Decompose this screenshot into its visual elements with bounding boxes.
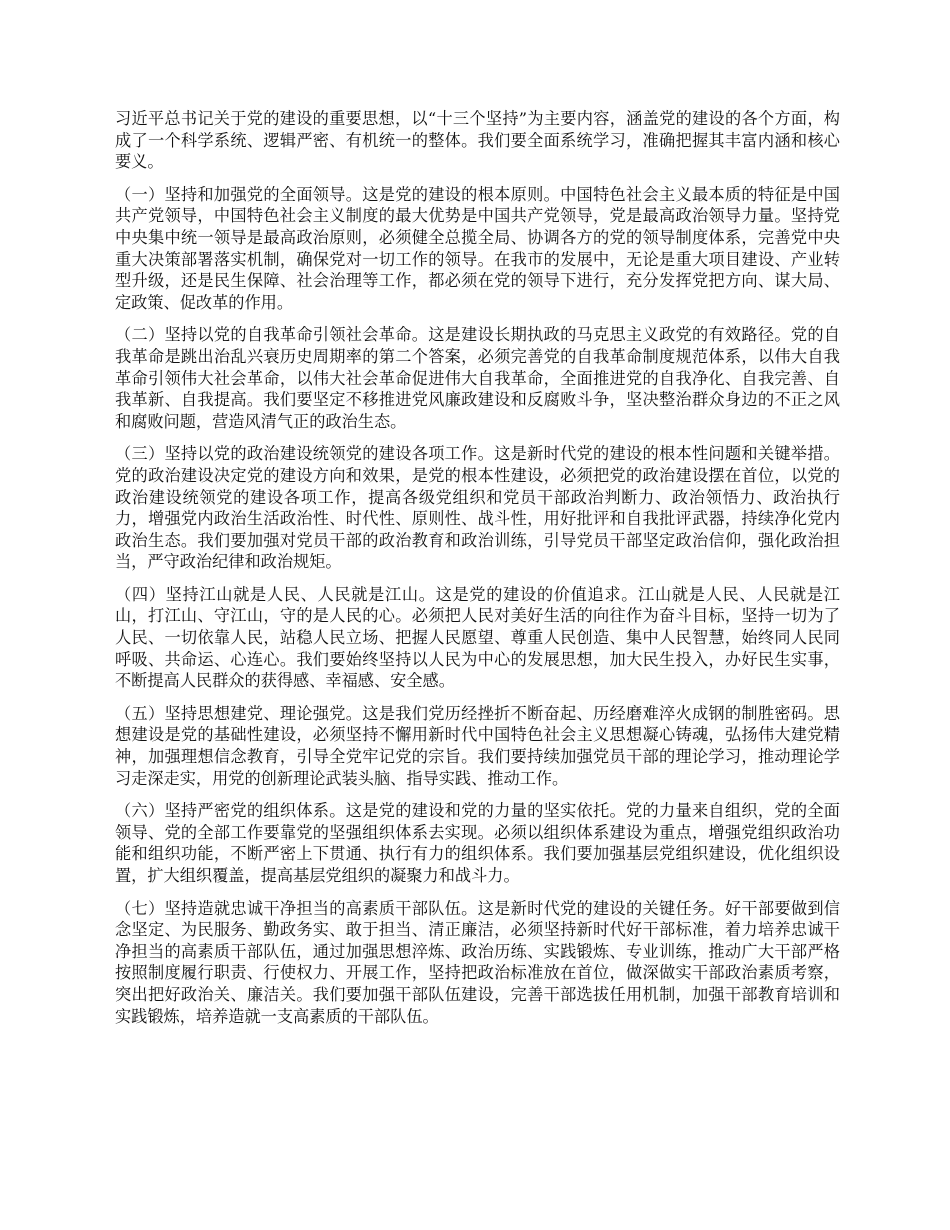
section-4-paragraph: （四）坚持江山就是人民、人民就是江山。这是党的建设的价值追求。江山就是人民、人民就是江山，打江山、守江山，守的是人民的心。必须把人民对美好生活的向往作为奋斗目标，坚持一切为了人民、一切依靠人民，站稳人民立场、把握人民愿望、尊重人民创造、集中人民智慧，始终同人民同呼吸、共命运、心连心。我们要始终坚持以人民为中心的发展思想，加大民生投入，办好民生实事，不断提高人民群众的获得感、幸福感、安全感。 (115, 584, 840, 691)
section-3-paragraph: （三）坚持以党的政治建设统领党的建设各项工作。这是新时代党的建设的根本性问题和关键举措。党的政治建设决定党的建设方向和效果，是党的根本性建设，必须把党的政治建设摆在首位，以党的政治建设统领党的建设各项工作，提高各级党组织和党员干部政治判断力、政治领悟力、政治执行力，增强党内政治生活政治性、时代性、原则性、战斗性，用好批评和自我批评武器，持续净化党内政治生态。我们要加强对党员干部的政治教育和政治训练，引导党员干部坚定政治信仰，强化政治担当，严守政治纪律和政治规矩。 (115, 444, 840, 572)
section-1-paragraph: （一）坚持和加强党的全面领导。这是党的建设的根本原则。中国特色社会主义最本质的特征是中国共产党领导，中国特色社会主义制度的最大优势是中国共产党领导，党是最高政治领导力量。坚持党中央集中统一领导是最高政治原则，必须健全总揽全局、协调各方的党的领导制度体系，完善党中央重大决策部署落实机制，确保党对一切工作的领导。在我市的发展中，无论是重大项目建设、产业转型升级，还是民生保障、社会治理等工作，都必须在党的领导下进行，充分发挥党把方向、谋大局、定政策、促改革的作用。 (115, 184, 840, 312)
section-7-paragraph: （七）坚持造就忠诚干净担当的高素质干部队伍。这是新时代党的建设的关键任务。好干部要做到信念坚定、为民服务、勤政务实、敢于担当、清正廉洁，必须坚持新时代好干部标准，着力培养忠诚干净担当的高素质干部队伍，通过加强思想淬炼、政治历练、实践锻炼、专业训练，推动广大干部严格按照制度履行职责、行使权力、开展工作，坚持把政治标准放在首位，做深做实干部政治素质考察，突出把好政治关、廉洁关。我们要加强干部队伍建设，完善干部选拔任用机制，加强干部教育培训和实践锻炼，培养造就一支高素质的干部队伍。 (115, 898, 840, 1026)
intro-paragraph: 习近平总书记关于党的建设的重要思想，以“十三个坚持”为主要内容，涵盖党的建设的各个方面，构成了一个科学系统、逻辑严密、有机统一的整体。我们要全面系统学习，准确把握其丰富内涵和核心要义。 (115, 109, 840, 172)
section-6-paragraph: （六）坚持严密党的组织体系。这是党的建设和党的力量的坚实依托。党的力量来自组织，党的全面领导、党的全部工作要靠党的坚强组织体系去实现。必须以组织体系建设为重点，增强党组织政治功能和组织功能，不断严密上下贯通、执行有力的组织体系。我们要加强基层党组织建设，优化组织设置，扩大组织覆盖，提高基层党组织的凝聚力和战斗力。 (115, 801, 840, 885)
document-body (115, 108, 840, 1038)
section-5-paragraph: （五）坚持思想建党、理论强党。这是我们党历经挫折不断奋起、历经磨难淬火成钢的制胜密码。思想建设是党的基础性建设，必须坚持不懈用新时代中国特色社会主义思想凝心铸魂，弘扬伟大建党精神，加强理想信念教育，引导全党牢记党的宗旨。我们要持续加强党员干部的理论学习，推动理论学习走深走实，用党的创新理论武装头脑、指导实践、推动工作。 (115, 703, 840, 788)
section-2-paragraph: （二）坚持以党的自我革命引领社会革命。这是建设长期执政的马克思主义政党的有效路径。党的自我革命是跳出治乱兴衰历史周期率的第二个答案，必须完善党的自我革命制度规范体系，以伟大自我革命引领伟大社会革命，以伟大社会革命促进伟大自我革命，全面推进党的自我净化、自我完善、自我革新、自我提高。我们要坚定不移推进党风廉政建设和反腐败斗争，坚决整治群众身边的不正之风和腐败问题，营造风清气正的政治生态。 (115, 325, 840, 431)
